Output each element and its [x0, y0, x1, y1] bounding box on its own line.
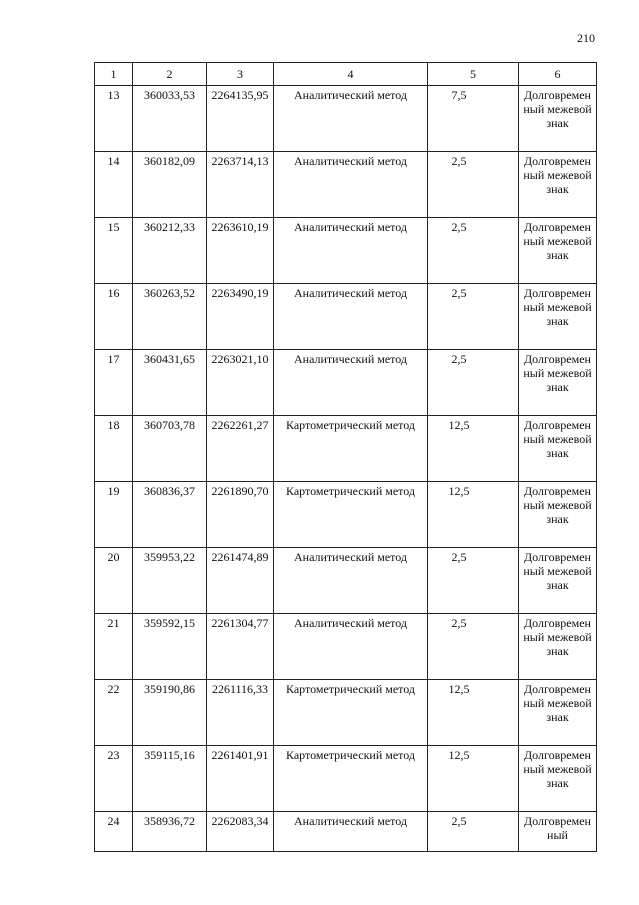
column-header: 1	[95, 63, 133, 86]
cell-point-number: 15	[95, 218, 133, 284]
cell-method: Аналитический метод	[274, 86, 428, 152]
cell-y-coordinate: 2261474,89	[207, 548, 274, 614]
table-row	[95, 614, 597, 680]
cell-point-number: 14	[95, 152, 133, 218]
cell-method: Аналитический метод	[274, 350, 428, 416]
cell-y-coordinate: 2261304,77	[207, 614, 274, 680]
cell-point-number: 22	[95, 680, 133, 746]
cell-accuracy: 2,5	[428, 152, 519, 218]
table-row	[95, 812, 597, 852]
cell-x-coordinate: 360836,37	[133, 482, 207, 548]
column-header: 6	[519, 63, 597, 86]
cell-boundary-sign: Долговременный межевой знак	[519, 350, 597, 416]
cell-method: Аналитический метод	[274, 812, 428, 852]
cell-y-coordinate: 2261401,91	[207, 746, 274, 812]
cell-x-coordinate: 359190,86	[133, 680, 207, 746]
cell-x-coordinate: 360263,52	[133, 284, 207, 350]
cell-method: Картометрический метод	[274, 680, 428, 746]
cell-x-coordinate: 360182,09	[133, 152, 207, 218]
table-header-row	[95, 63, 597, 86]
cell-boundary-sign: Долговременный межевой знак	[519, 614, 597, 680]
table-row	[95, 746, 597, 812]
cell-accuracy: 12,5	[428, 680, 519, 746]
table-row	[95, 548, 597, 614]
cell-method: Аналитический метод	[274, 218, 428, 284]
cell-x-coordinate: 359115,16	[133, 746, 207, 812]
cell-method: Картометрический метод	[274, 746, 428, 812]
cell-point-number: 16	[95, 284, 133, 350]
cell-accuracy: 2,5	[428, 614, 519, 680]
cell-boundary-sign: Долговременный межевой знак	[519, 86, 597, 152]
cell-method: Аналитический метод	[274, 614, 428, 680]
cell-x-coordinate: 358936,72	[133, 812, 207, 852]
cell-boundary-sign: Долговременный	[519, 812, 597, 852]
cell-accuracy: 12,5	[428, 746, 519, 812]
cell-x-coordinate: 360431,65	[133, 350, 207, 416]
cell-boundary-sign: Долговременный межевой знак	[519, 284, 597, 350]
table-row	[95, 482, 597, 548]
table-row	[95, 284, 597, 350]
cell-boundary-sign: Долговременный межевой знак	[519, 746, 597, 812]
cell-point-number: 21	[95, 614, 133, 680]
cell-accuracy: 2,5	[428, 812, 519, 852]
column-header: 4	[274, 63, 428, 86]
cell-accuracy: 7,5	[428, 86, 519, 152]
cell-point-number: 20	[95, 548, 133, 614]
cell-accuracy: 12,5	[428, 482, 519, 548]
cell-boundary-sign: Долговременный межевой знак	[519, 482, 597, 548]
page-number: 210	[577, 31, 595, 45]
cell-x-coordinate: 360703,78	[133, 416, 207, 482]
table-body	[95, 86, 597, 852]
cell-point-number: 18	[95, 416, 133, 482]
cell-boundary-sign: Долговременный межевой знак	[519, 218, 597, 284]
table-row	[95, 152, 597, 218]
column-header: 5	[428, 63, 519, 86]
table-row	[95, 680, 597, 746]
cell-boundary-sign: Долговременный межевой знак	[519, 680, 597, 746]
cell-y-coordinate: 2264135,95	[207, 86, 274, 152]
table-row	[95, 416, 597, 482]
cell-x-coordinate: 359592,15	[133, 614, 207, 680]
table-row	[95, 86, 597, 152]
cell-method: Аналитический метод	[274, 284, 428, 350]
cell-y-coordinate: 2261116,33	[207, 680, 274, 746]
cell-accuracy: 12,5	[428, 416, 519, 482]
table-row	[95, 350, 597, 416]
cell-y-coordinate: 2262261,27	[207, 416, 274, 482]
cell-method: Аналитический метод	[274, 152, 428, 218]
cell-point-number: 23	[95, 746, 133, 812]
cell-boundary-sign: Долговременный межевой знак	[519, 152, 597, 218]
cell-accuracy: 2,5	[428, 548, 519, 614]
cell-y-coordinate: 2261890,70	[207, 482, 274, 548]
cell-accuracy: 2,5	[428, 218, 519, 284]
cell-method: Картометрический метод	[274, 482, 428, 548]
cell-point-number: 19	[95, 482, 133, 548]
cell-y-coordinate: 2263490,19	[207, 284, 274, 350]
cell-y-coordinate: 2263714,13	[207, 152, 274, 218]
table-row	[95, 218, 597, 284]
cell-accuracy: 2,5	[428, 284, 519, 350]
cell-boundary-sign: Долговременный межевой знак	[519, 548, 597, 614]
cell-x-coordinate: 359953,22	[133, 548, 207, 614]
cell-x-coordinate: 360212,33	[133, 218, 207, 284]
cell-boundary-sign: Долговременный межевой знак	[519, 416, 597, 482]
cell-x-coordinate: 360033,53	[133, 86, 207, 152]
cell-method: Картометрический метод	[274, 416, 428, 482]
cell-method: Аналитический метод	[274, 548, 428, 614]
cell-y-coordinate: 2263610,19	[207, 218, 274, 284]
column-header: 3	[207, 63, 274, 86]
cell-y-coordinate: 2263021,10	[207, 350, 274, 416]
column-header: 2	[133, 63, 207, 86]
cell-accuracy: 2,5	[428, 350, 519, 416]
cell-y-coordinate: 2262083,34	[207, 812, 274, 852]
cell-point-number: 13	[95, 86, 133, 152]
coordinates-table	[94, 62, 597, 852]
cell-point-number: 24	[95, 812, 133, 852]
cell-point-number: 17	[95, 350, 133, 416]
